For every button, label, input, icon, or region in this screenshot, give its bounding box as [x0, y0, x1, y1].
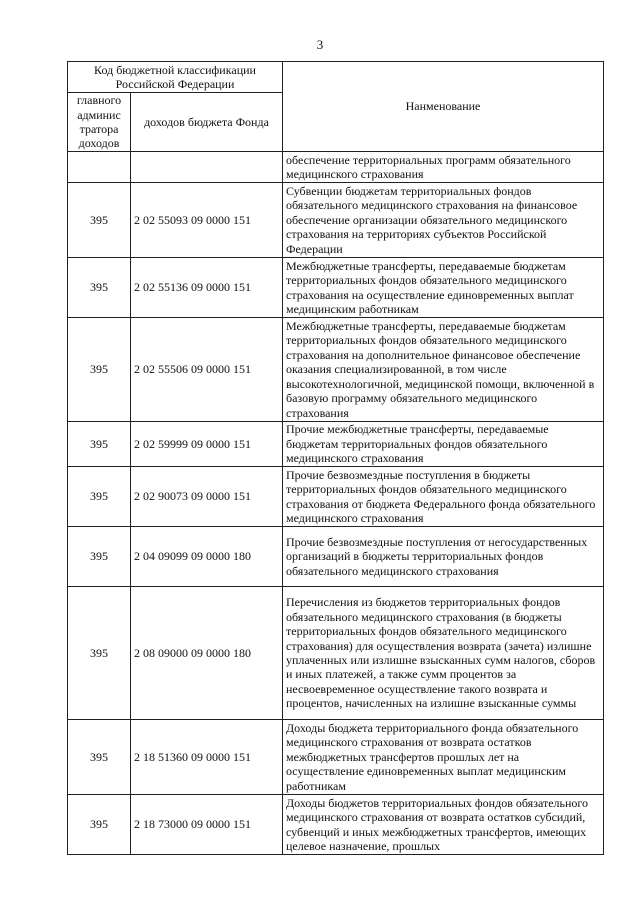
income-name-cell: Прочие безвозмездные поступления в бюджеты территориальных фондов обязательного медицинского страхования от бюджета Федерального фонда обязательного медицинского страхования [283, 467, 604, 527]
income-code-cell: 2 02 55506 09 0000 151 [131, 318, 283, 422]
income-code-cell: 2 02 55093 09 0000 151 [131, 183, 283, 258]
income-name-cell: Доходы бюджета территориального фонда обязательного медицинского страхования от возврата остатков межбюджетных трансфертов прошлых лет на осуществление единовременных выплат медицинским работникам [283, 720, 604, 795]
income-code-cell: 2 08 09000 09 0000 180 [131, 587, 283, 720]
table-row [68, 720, 604, 795]
income-code-cell: 2 02 59999 09 0000 151 [131, 422, 283, 467]
income-code-cell: 2 18 73000 09 0000 151 [131, 795, 283, 855]
table-row [68, 587, 604, 720]
admin-code-cell: 395 [68, 795, 131, 855]
table-row [68, 152, 604, 183]
income-code-cell [131, 152, 283, 183]
table-row [68, 258, 604, 318]
table-row [68, 422, 604, 467]
admin-code-cell: 395 [68, 587, 131, 720]
income-name-cell: Прочие безвозмездные поступления от негосударственных организаций в бюджеты территориальных фондов обязательного медицинского страхования [283, 527, 604, 587]
income-code-cell: 2 04 09099 09 0000 180 [131, 527, 283, 587]
admin-code-cell: 395 [68, 527, 131, 587]
income-code-cell: 2 02 55136 09 0000 151 [131, 258, 283, 318]
table-row [68, 527, 604, 587]
income-code-cell: 2 18 51360 09 0000 151 [131, 720, 283, 795]
admin-code-cell: 395 [68, 258, 131, 318]
income-name-cell: Субвенции бюджетам территориальных фондов обязательного медицинского страхования на финансовое обеспечение организации обязательного медицинского страхования на территориях субъектов Российской Федерации [283, 183, 604, 258]
budget-classification-table [67, 61, 604, 855]
admin-code-cell [68, 152, 131, 183]
admin-code-cell: 395 [68, 467, 131, 527]
header-name: Нанменование [283, 62, 604, 152]
header-chief-administrator: главного админис тратора доходов [68, 93, 131, 152]
admin-code-cell: 395 [68, 183, 131, 258]
header-fund-income: доходов бюджета Фонда [131, 93, 283, 152]
income-name-cell: Доходы бюджетов территориальных фондов обязательного медицинского страхования от возврата остатков субсидий, субвенций и иных межбюджетных трансфертов, имеющих целевое назначение, прошлых [283, 795, 604, 855]
income-name-cell: Перечисления из бюджетов территориальных фондов обязательного медицинского страхования (в бюджеты территориальных фондов обязательного медицинского страхования) для осуществления возврата (зачета) излишне уплаченных или излишне взысканных сумм налогов, сборов и иных платежей, а также сумм процентов за несвоевременное осуществление такого возврата и процентов, начисленных на излишне взысканные суммы [283, 587, 604, 720]
table-row [68, 795, 604, 855]
income-name-cell: Прочие межбюджетные трансферты, передаваемые бюджетам территориальных фондов обязательного медицинского страхования [283, 422, 604, 467]
admin-code-cell: 395 [68, 318, 131, 422]
table-row [68, 318, 604, 422]
table-row [68, 183, 604, 258]
income-name-cell: Межбюджетные трансферты, передаваемые бюджетам территориальных фондов обязательного медицинского страхования на дополнительное финансовое обеспечение оказания специализированной, в том числе высокотехнологичной, медицинской помощи, включенной в базовую программу обязательного медицинского страхования [283, 318, 604, 422]
header-classification-code: Код бюджетной классификации Российской Федерации [68, 62, 283, 93]
admin-code-cell: 395 [68, 422, 131, 467]
page-number: 3 [316, 37, 324, 52]
income-code-cell: 2 02 90073 09 0000 151 [131, 467, 283, 527]
admin-code-cell: 395 [68, 720, 131, 795]
table-row [68, 467, 604, 527]
income-name-cell: обеспечение территориальных программ обязательного медицинского страхования [283, 152, 604, 183]
income-name-cell: Межбюджетные трансферты, передаваемые бюджетам территориальных фондов обязательного медицинского страхования на осуществление единовременных выплат медицинским работникам [283, 258, 604, 318]
